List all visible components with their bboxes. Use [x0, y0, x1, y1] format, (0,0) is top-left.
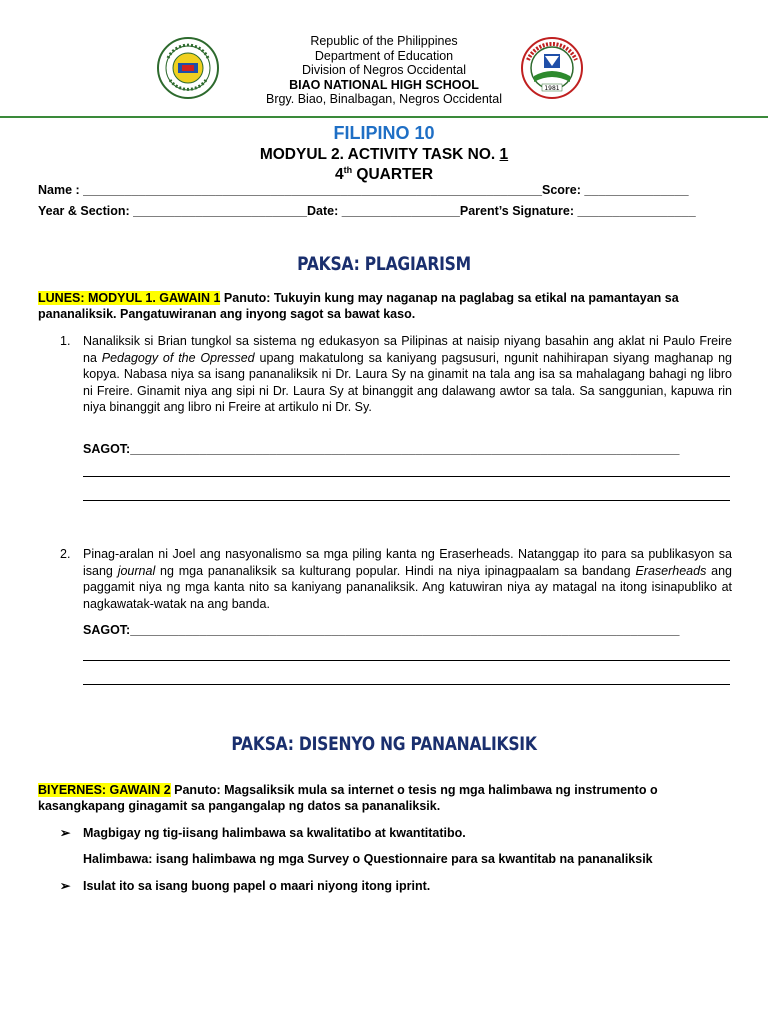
- school-address: Brgy. Biao, Binalbagan, Negros Occidental: [265, 92, 502, 106]
- gawain1-instruction: [38, 290, 732, 322]
- gawain2-panuto: Panuto: Magsaliksik mula sa internet o tesis ng mga halimbawa ng instrumento o kasangkapang ginagamit sa pangangalap ng datos sa pananaliksik.: [38, 783, 658, 813]
- quarter-sup: th: [343, 165, 353, 175]
- bullet-item: [60, 878, 430, 893]
- bullet-text: Isulat ito sa isang buong papel o maari niyong itong iprint.: [83, 879, 431, 893]
- header-divider: [0, 116, 768, 118]
- gawain2-instruction: [38, 782, 732, 814]
- letterhead-line1: Republic of the Philippines: [310, 34, 458, 48]
- gawain2-label: BIYERNES: GAWAIN 2: [38, 783, 171, 797]
- item-number: 2.: [60, 547, 71, 561]
- answer-line[interactable]: [83, 684, 730, 685]
- task-prefix: MODYUL 2. ACTIVITY TASK NO.: [259, 146, 500, 163]
- answer-line[interactable]: [83, 660, 730, 661]
- biao-nhs-seal-icon: [520, 36, 584, 100]
- sagot-answer-field-2[interactable]: SAGOT:_______________________________________________________________________________: [83, 623, 680, 637]
- task-number: 1: [499, 146, 509, 163]
- quarter-num: 4: [334, 166, 344, 184]
- school-name: BIAO NATIONAL HIGH SCHOOL: [289, 77, 479, 92]
- arrowhead-bullet-icon: ➢: [60, 879, 71, 893]
- gawain1-panuto: Panuto: Tukuyin kung may naganap na paglabag sa etikal na pamantayan sa pananaliksik. Pangatuwiranan ang inyong sagot sa bawat kaso.: [38, 291, 679, 321]
- sagot-answer-field-1[interactable]: SAGOT:_______________________________________________________________________________: [83, 442, 680, 456]
- arrowhead-bullet-icon: ➢: [60, 826, 71, 840]
- answer-line[interactable]: [83, 476, 730, 477]
- item-text: Nanaliksik si Brian tungkol sa sistema ng edukasyon sa Pilipinas at naisip niyang basahin ang aklat ni Paulo Freire na Pedagogy of the Opressed upang makatulong sa kaniyang pagsusuri, ngunit nahihirapan siyang maghanap ng kopya. Nabasa niya sa isang pananaliksik ni Dr. Laura Sy na ginamit na tala ang isa sa mahalagang bahagi ng libro ni Freire. Ginamit niya ang sipi ni Dr. Laura Sy at binanggit ang dalawang awtor sa tala. Sa sanggunian, kapuwa rin niya binanggit ang libro ni Freire at artikulo ni Dr. Sy.: [83, 334, 732, 414]
- bullet-text: Magbigay ng tig-iisang halimbawa sa kwalitatibo at kwantitatibo.: [83, 826, 466, 840]
- letterhead: [200, 34, 568, 107]
- example-text: Halimbawa: isang halimbawa ng mga Survey o Questionnaire para sa kwantitab na pananaliksik: [83, 852, 653, 866]
- item-number: 1.: [60, 334, 71, 348]
- subject-title: FILIPINO 10: [333, 123, 435, 143]
- seal-year: 1981: [544, 85, 560, 92]
- paksa-plagiarism-heading: PAKSA: PLAGIARISM: [297, 253, 471, 275]
- item-text: Pinag-aralan ni Joel ang nasyonalismo sa mga piling kanta ng Eraserheads. Natanggap ito para sa publikasyon sa isang journal ng mga pananaliksik sa kulturang popular. Hindi na niya ipinagpaalam sa bandang Eraserheads ang paggamit niya ng mga kanta nito sa kaniyang pananaliksik. Ang katuwiran niya ay matagal na itong isinapubliko at nagkawatak-watak na ang banda.: [83, 547, 732, 611]
- gawain1-label: LUNES: MODYUL 1. GAWAIN 1: [38, 291, 221, 305]
- quarter-word: QUARTER: [352, 166, 434, 184]
- letterhead-line2: Department of Education: [314, 48, 454, 63]
- list-item: [60, 333, 732, 416]
- answer-line[interactable]: [83, 500, 730, 501]
- list-item: [60, 546, 732, 612]
- paksa-disenyo-heading: PAKSA: DISENYO NG PANANALIKSIK: [231, 733, 537, 755]
- letterhead-line3: Division of Negros Occidental: [302, 63, 466, 77]
- quarter-title: [0, 165, 768, 184]
- name-score-field[interactable]: Name : __________________________________________________________________Score: _______________: [38, 183, 689, 197]
- activity-task-title: [0, 146, 768, 164]
- section-date-signature-field[interactable]: Year & Section: _________________________Date: _________________Parent’s Signature: _________________: [38, 204, 696, 218]
- bullet-item: [60, 825, 466, 840]
